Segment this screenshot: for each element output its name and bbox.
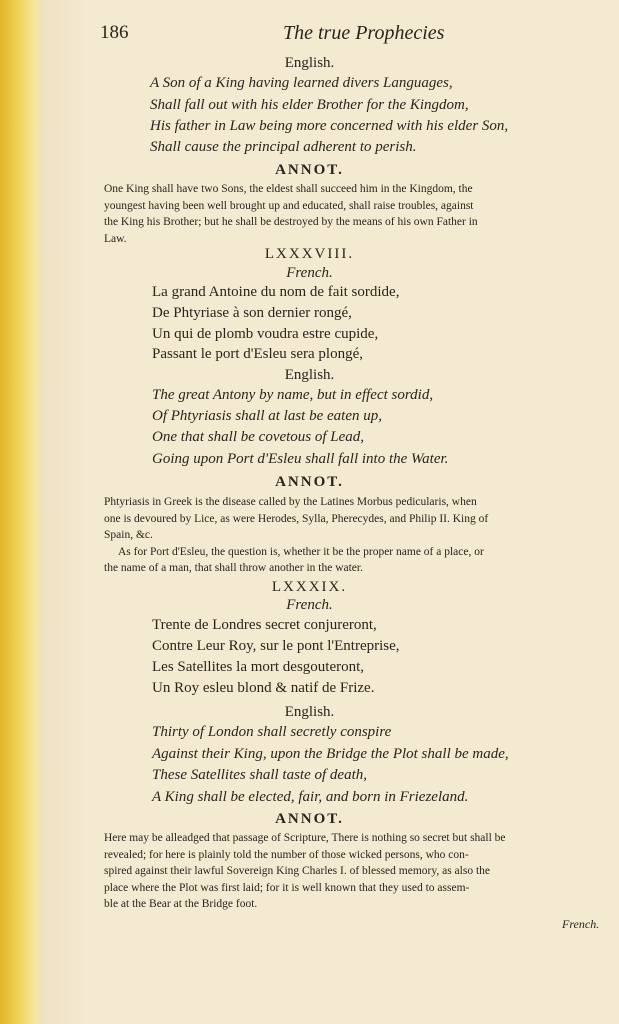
english-verse-line: Against their King, upon the Bridge the Plot shall be made, [152,746,509,762]
french-verse-line: Les Satellites la mort desgouteront, [152,659,365,675]
french-verse-line: De Phtyriase à son dernier rongé, [152,305,352,321]
english-verse-line: Going upon Port d'Esleu shall fall into the Water. [152,451,449,467]
english-verse-line: These Satellites shall taste of death, [152,767,367,783]
prose-line: As for Port d'Esleu, the question is, whether it be the proper name of a place, or [118,545,484,558]
annot-heading: ANNOT. [275,162,344,178]
french-verse-line: Un qui de plomb voudra estre cupide, [152,326,379,342]
prose-line: the King his Brother; but he shall be destroyed by the means of his own Father in [104,216,478,228]
french-label: French. [286,265,333,281]
quatrain-numeral: LXXXIX. [271,579,348,595]
prose-line: Here may be alleadged that passage of Scripture, There is nothing so secret but shall be [104,832,506,844]
annot-heading: ANNOT. [275,811,344,827]
french-verse-line: Trente de Londres secret conjureront, [152,617,377,633]
english-verse-line: One that shall be covetous of Lead, [152,429,365,445]
prose-line: One King shall have two Sons, the eldest shall succeed him in the Kingdom, the [104,183,473,195]
french-verse-line: Passant le port d'Esleu sera plongé, [152,346,363,362]
prose-line: youngest having been well brought up and educated, shall raise troubles, against [104,199,474,212]
french-verse-line: La grand Antoine du nom de fait sordide, [152,284,400,300]
annotation-text [104,181,478,247]
prose-line: Law. [104,232,127,245]
english-verse-line: A King shall be elected, fair, and born in Friezeland. [152,789,469,805]
prose-line: place where the Plot was first laid; for it is well known that they used to assem- [104,881,470,894]
prose-line: one is devoured by Lice, as were Herodes, Sylla, Pherecydes, and Philip II. King of [104,512,489,525]
running-title: The true Prophecies [283,22,445,44]
prose-line: revealed; for here is plainly told the number of those wicked persons, who con- [104,848,469,861]
annotation-text [104,494,488,577]
english-verse-line: Of Phtyriasis shall at last be eaten up, [152,408,382,424]
english-label: English. [284,55,335,71]
french-verse-line: Contre Leur Roy, sur le pont l'Entreprise, [152,638,400,654]
prose-line: spired against their lawful Sovereign King Charles I. of blessed memory, as also the [104,865,491,877]
english-label: English. [284,704,335,720]
catchword: French. [562,917,600,931]
annot-heading: ANNOT. [275,474,344,490]
english-verse-line: The great Antony by name, but in effect sordid, [152,387,434,403]
prose-line: the name of a man, that shall throw another in the water. [104,562,363,574]
verse-line: Shall fall out with his elder Brother for the Kingdom, [150,97,469,113]
page-number: 186 [100,22,129,43]
quatrain-numeral: LXXXVIII. [264,246,355,262]
verse-line: His father in Law being more concerned with his elder Son, [150,118,509,134]
prose-line: Phtyriasis in Greek is the disease called by the Latines Morbus pedicularis, when [104,496,477,508]
verse-line: Shall cause the principal adherent to perish. [150,139,417,155]
prose-line: Spain, &c. [104,529,153,541]
french-label: French. [286,597,333,613]
page-gutter [0,0,42,1024]
verse-line: A Son of a King having learned divers Languages, [150,75,453,91]
french-verse-line: Un Roy esleu blond & natif de Frize. [152,680,375,696]
annotation-text [104,830,506,913]
english-label: English. [284,367,335,383]
prose-line: ble at the Bear at the Bridge foot. [104,898,258,910]
english-verse-line: Thirty of London shall secretly conspire [152,724,392,740]
